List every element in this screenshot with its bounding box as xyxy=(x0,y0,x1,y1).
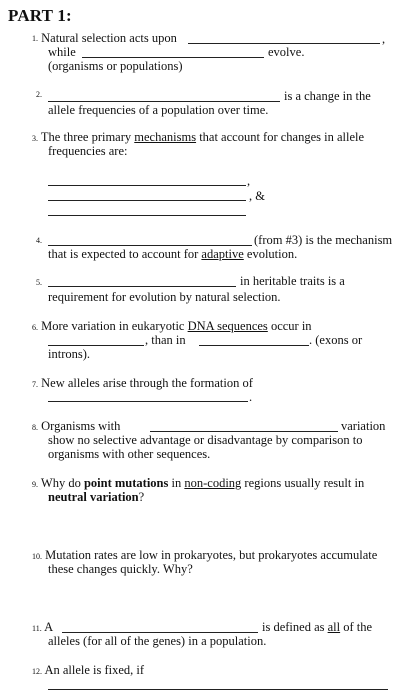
q1-text4: (organisms or populations) xyxy=(48,59,183,73)
q3-text2: that account for changes in allele xyxy=(199,130,365,144)
q2-text1: is a change in the xyxy=(284,89,371,103)
q3-number: 3. xyxy=(32,134,38,143)
q6-text2: occur in xyxy=(270,319,312,333)
q12-text1: An allele is fixed, if xyxy=(44,663,145,677)
q8-line1 xyxy=(32,419,120,434)
q3-text1: The three primary xyxy=(40,130,132,144)
q4-text1: (from #3) is the mechanism xyxy=(254,233,393,247)
q3-text3: frequencies are: xyxy=(48,144,128,158)
q7-text1: New alleles arise through the formation of xyxy=(41,376,253,390)
q4-blank[interactable] xyxy=(48,245,252,246)
q1-end-punct: , xyxy=(382,32,386,46)
q11-text1: A xyxy=(44,620,54,634)
q8-text1: Organisms with xyxy=(41,419,121,433)
q6-blank-2[interactable] xyxy=(199,345,309,346)
q10-line1 xyxy=(32,548,377,563)
q11-number: 11. xyxy=(32,624,42,633)
q4-text3: evolution. xyxy=(246,247,298,261)
q8-blank[interactable] xyxy=(150,431,338,432)
q9-text3: regions usually result in xyxy=(244,476,365,490)
q11-text3: of the xyxy=(343,620,373,634)
q8-text2: variation xyxy=(341,419,386,433)
q9-point-mutations: point mutations xyxy=(83,476,169,490)
q6-blank-1[interactable] xyxy=(48,345,144,346)
q1-text2: while xyxy=(48,45,76,59)
q3-comma: , xyxy=(247,174,251,188)
q1-number: 1. xyxy=(32,34,38,43)
q11-text4: alleles (for all of the genes) in a population. xyxy=(48,634,267,648)
q9-text1: Why do xyxy=(40,476,81,490)
q4-adaptive-word: adaptive xyxy=(201,247,244,261)
q1-line1 xyxy=(32,31,177,46)
q9-line2 xyxy=(48,490,144,505)
q3-line1 xyxy=(32,130,364,145)
q5-blank[interactable] xyxy=(48,286,236,287)
q11-line1 xyxy=(32,620,53,635)
q12-blank[interactable] xyxy=(48,689,388,690)
q6-text3: , than in xyxy=(145,333,186,347)
q2-blank[interactable] xyxy=(48,101,280,102)
q11-all-word: all xyxy=(327,620,341,634)
q6-text5: introns). xyxy=(48,347,91,361)
q6-dna-sequences-words: DNA sequences xyxy=(187,319,268,333)
q11-text2: is defined as xyxy=(262,620,325,634)
q5-number: 5. xyxy=(36,278,42,287)
q6-number: 6. xyxy=(32,323,38,332)
q12-line1 xyxy=(32,663,144,678)
q8-number: 8. xyxy=(32,423,38,432)
q4-number: 4. xyxy=(36,236,42,245)
q9-text2: in xyxy=(171,476,182,490)
q1-blank-1[interactable] xyxy=(188,43,380,44)
q8-text4: organisms with other sequences. xyxy=(48,447,211,461)
q10-number: 10. xyxy=(32,552,42,561)
q12-number: 12. xyxy=(32,667,42,676)
q1-text1: Natural selection acts upon xyxy=(41,31,177,45)
page-title: PART 1: xyxy=(8,6,72,25)
q6-text4: . (exons or xyxy=(309,333,363,347)
q11-blank[interactable] xyxy=(62,632,258,633)
q7-end-punct: . xyxy=(249,390,253,404)
q3-mechanisms-word: mechanisms xyxy=(134,130,197,144)
q6-text1: More variation in eukaryotic xyxy=(41,319,185,333)
q9-text4: ? xyxy=(138,490,145,504)
q3-amp: , & xyxy=(249,189,265,203)
q5-text2: requirement for evolution by natural selection. xyxy=(48,290,281,304)
q1-blank-2[interactable] xyxy=(82,57,264,58)
q2-text2: allele frequencies of a population over time. xyxy=(48,103,269,117)
q7-blank[interactable] xyxy=(48,401,248,402)
q3-blank-1[interactable] xyxy=(48,185,246,186)
q10-text2: these changes quickly. Why? xyxy=(48,562,193,576)
q10-text1: Mutation rates are low in prokaryotes, but prokaryotes accumulate xyxy=(45,548,378,562)
q4-line2 xyxy=(48,247,297,262)
q2-number: 2. xyxy=(36,90,42,99)
q3-blank-3[interactable] xyxy=(48,215,246,216)
q7-line1 xyxy=(32,376,253,391)
q3-blank-2[interactable] xyxy=(48,200,246,201)
q4-text2: that is expected to account for xyxy=(48,247,199,261)
q9-non-coding-word: non-coding xyxy=(184,476,242,490)
q6-line1 xyxy=(32,319,312,334)
q5-text1: in heritable traits is a xyxy=(240,274,345,288)
q1-text3: evolve. xyxy=(268,45,305,59)
q9-neutral-variation: neutral variation xyxy=(48,490,139,504)
q9-line1 xyxy=(32,476,364,491)
q9-number: 9. xyxy=(32,480,38,489)
q11-line1b xyxy=(262,620,372,635)
q7-number: 7. xyxy=(32,380,38,389)
q8-text3: show no selective advantage or disadvantage by comparison to xyxy=(48,433,363,447)
